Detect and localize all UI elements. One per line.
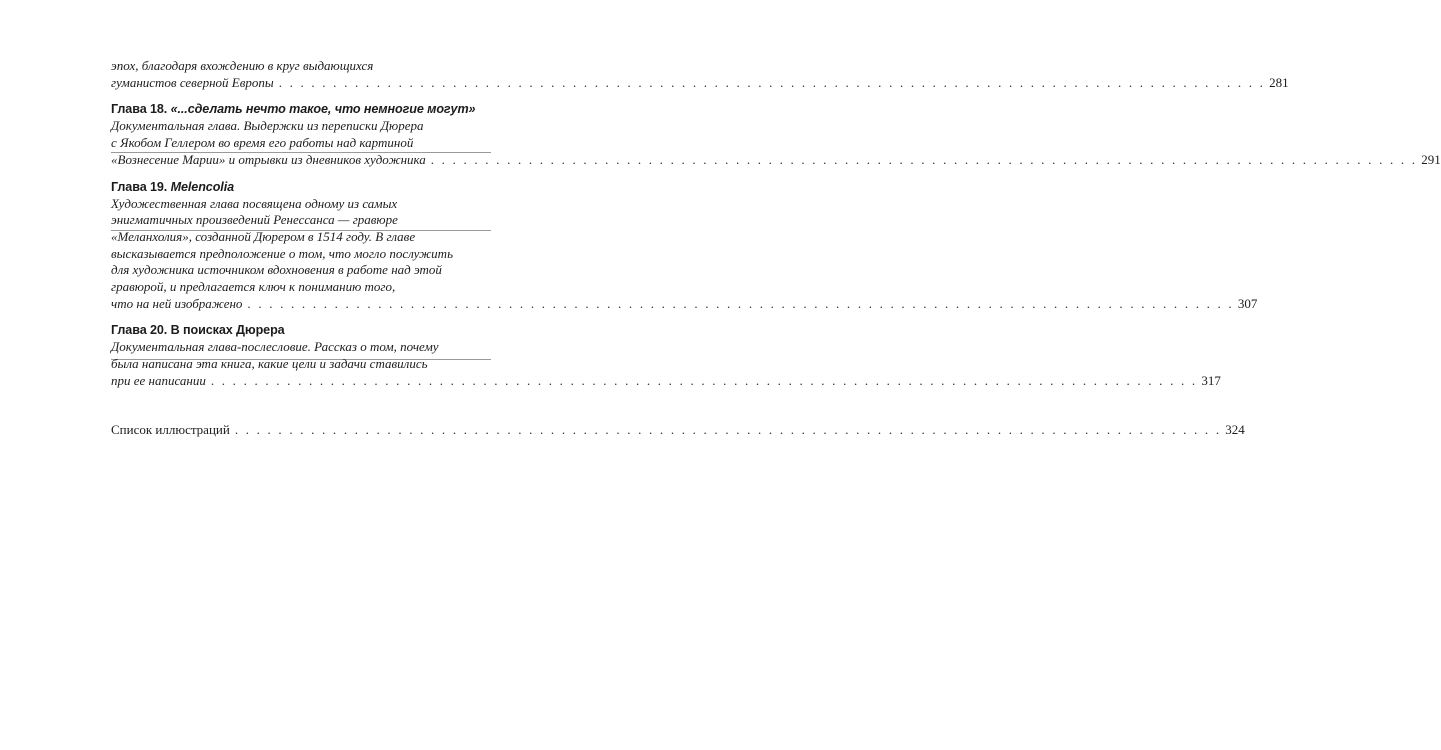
entry-description-line: была написана эта книга, какие цели и задачи ставились xyxy=(111,356,428,372)
dot-leader: . . . . . . . . . . . . . . . . . . . . . . . . . . . . . . . . . . . . . . . . . . . . . . . . . . . . . . . . . . . . . . . . . . . . . . . . . . . . . . . . . . . . . . . . . . . xyxy=(210,372,1198,388)
chapter-title: В поисках Дюрера xyxy=(170,323,285,338)
entry-description-line: Документальная глава. Выдержки из переписки Дюрера xyxy=(111,118,424,134)
chapter-title: «...сделать нечто такое, что немногие могут» xyxy=(170,102,476,117)
entry-description-line: «Вознесение Марии» и отрывки из дневников художника xyxy=(111,151,426,167)
chapter-number: Глава 19. xyxy=(111,179,171,194)
entry-last-line xyxy=(111,151,1441,169)
chapter-heading xyxy=(111,101,491,118)
chapter-heading xyxy=(111,179,491,196)
entry-description-line: Документальная глава-послесловие. Рассказ о том, почему xyxy=(111,339,439,355)
dot-leader: . . . . . . . . . . . . . . . . . . . . . . . . . . . . . . . . . . . . . . . . . . . . . . . . . . . . . . . . . . . . . . . . . . . . . . . . . . . . . . . . . . . . . . . . . . . xyxy=(234,421,1222,437)
toc-entry-chapter-20 xyxy=(111,322,1221,389)
page-number: 317 xyxy=(1201,372,1221,388)
page-number: 281 xyxy=(1269,74,1289,90)
dot-leader: . . . . . . . . . . . . . . . . . . . . . . . . . . . . . . . . . . . . . . . . . . . . . . . . . . . . . . . . . . . . . . . . . . . . . . . . . . . . . . . . . . . . . . . . . . . xyxy=(247,295,1234,311)
entry-last-line xyxy=(111,372,1221,390)
entry-last-line xyxy=(111,421,1245,439)
dot-leader: . . . . . . . . . . . . . . . . . . . . . . . . . . . . . . . . . . . . . . . . . . . . . . . . . . . . . . . . . . . . . . . . . . . . . . . . . . . . . . . . . . . . . . . . . . . xyxy=(430,151,1418,167)
entry-last-line xyxy=(111,295,1258,313)
entry-description-line: Художественная глава посвящена одному из самых xyxy=(111,195,398,211)
toc-entry-chapter-19 xyxy=(111,179,1258,313)
entry-description-line: высказывается предположение о том, что могло послужить xyxy=(111,245,453,261)
toc-entry-chapter-18 xyxy=(111,101,1441,168)
entry-description-line: гуманистов северной Европы xyxy=(111,74,274,90)
entry-description-line: эпох, благодаря вхождению в круг выдающихся xyxy=(111,58,374,73)
table-of-contents xyxy=(111,58,1441,438)
entry-description-line: гравюрой, и предлагается ключ к пониманию того, xyxy=(111,279,396,295)
page-number: 291 xyxy=(1421,151,1441,167)
page-number: 307 xyxy=(1237,295,1258,311)
entry-description-line: с Якобом Геллером во время его работы над картиной xyxy=(111,135,414,151)
chapter-number: Глава 18. xyxy=(111,102,171,117)
entry-description-line: при ее написании xyxy=(111,372,206,388)
chapter-title: Melencolia xyxy=(170,179,234,194)
page-number: 324 xyxy=(1225,421,1245,437)
chapter-heading xyxy=(111,322,491,339)
toc-entry-illustrations xyxy=(111,421,1245,439)
dot-leader: . . . . . . . . . . . . . . . . . . . . . . . . . . . . . . . . . . . . . . . . . . . . . . . . . . . . . . . . . . . . . . . . . . . . . . . . . . . . . . . . . . . . . . . . . . . xyxy=(278,74,1266,90)
entry-last-line xyxy=(111,74,1289,92)
entry-description-line: что на ней изображено xyxy=(111,295,243,311)
chapter-number: Глава 20. xyxy=(111,323,171,338)
toc-entry-previous-continued xyxy=(111,58,1289,91)
entry-description-line: энигматичных произведений Ренессанса — гравюре xyxy=(111,212,398,228)
entry-description-line: для художника источником вдохновения в работе над этой xyxy=(111,262,442,278)
illustrations-label: Список иллюстраций xyxy=(111,421,230,437)
entry-description-line: «Меланхолия», созданной Дюрером в 1514 году. В главе xyxy=(111,228,416,244)
